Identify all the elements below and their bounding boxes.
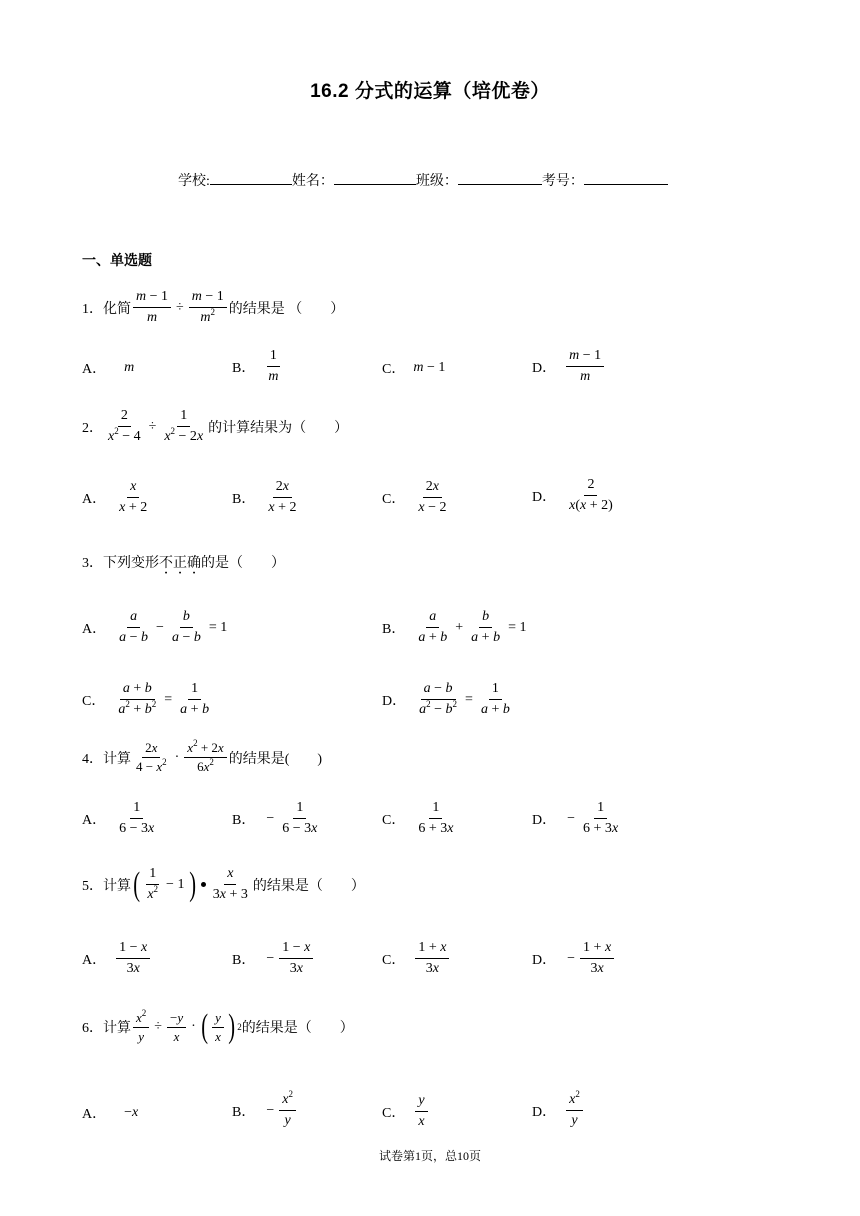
- question-text: 计算: [103, 751, 131, 767]
- section-heading: 一、单选题: [82, 252, 152, 268]
- option-c[interactable]: C． 1 + x 3x: [382, 940, 451, 977]
- option-d[interactable]: D． 2 x(x + 2): [532, 477, 613, 513]
- math-fraction: $x^2 + 2x$ $6x^2$: [184, 741, 226, 774]
- option-b[interactable]: B． a a + b + $\frac{b}{a + b}$ = 1: [382, 609, 527, 645]
- math-fraction: $\frac{m - 1}{m}$: [133, 289, 171, 326]
- option-label: B．: [232, 360, 256, 376]
- option-label: D．: [532, 812, 557, 828]
- emphasis-char: 正 ·: [173, 552, 187, 572]
- option-b[interactable]: B． − $\frac{x^2}{y}$: [232, 1092, 298, 1129]
- question-4: 4． 计算 2x $4 - x^2$ · $x^2 + 2x$ $6x^2$ 的结果是( ): [82, 738, 323, 774]
- option-label: B．: [382, 621, 406, 637]
- option-d[interactable]: D． − $\frac{1}{6 + 3x}$: [532, 800, 619, 836]
- school-field[interactable]: [210, 171, 292, 185]
- exam-number-field[interactable]: [584, 171, 668, 185]
- question-text: 下列变形: [103, 556, 159, 571]
- option-d[interactable]: D． − $\frac{1 + x}{3x}$: [532, 940, 616, 977]
- question-text: 的结果是( ): [228, 751, 323, 767]
- option-label: D．: [532, 1104, 557, 1120]
- option-c[interactable]: C． y x: [382, 1093, 430, 1130]
- option-a[interactable]: A． 1 6 − 3x: [82, 800, 155, 836]
- question-1: 1． 化简 $\frac{m - 1}{m}$ ÷ $\frac{m - 1}{m^2}$ 的结果是 （ ）: [82, 289, 345, 325]
- option-d[interactable]: D． $x^2$ y: [532, 1092, 585, 1129]
- option-b[interactable]: B． − $\frac{1 - x}{3x}$: [232, 940, 315, 977]
- option-d[interactable]: D． $\frac{a - b}{a^2 - b^2}$ = $\frac{1}{a + b}$: [382, 681, 510, 717]
- question-number: 1．: [82, 301, 103, 317]
- math-fraction: $\frac{2}{x^2 - 4}$: [108, 408, 141, 444]
- option-c[interactable]: C． $\frac{a + b}{a^2 + b^2}$ = $\frac{1}{a + b}$: [82, 681, 210, 717]
- option-c[interactable]: C． m − 1: [382, 360, 446, 377]
- question-5: 5． 计算 ( 1 $x^2$ − 1 ) x 3x + 3 的结果是（ ）: [82, 865, 365, 903]
- question-3: [82, 552, 285, 572]
- emphasis-char: 确 ·: [187, 552, 201, 572]
- math-fraction: $\frac{-y}{x}$: [167, 1011, 186, 1044]
- student-info-line: [178, 170, 668, 190]
- question-number: 6．: [82, 1021, 103, 1036]
- option-b[interactable]: B． 2x x + 2: [232, 479, 297, 515]
- page-title: 16.2 分式的运算（培优卷）: [310, 81, 550, 102]
- option-label: C．: [382, 1105, 406, 1121]
- option-label: C．: [382, 491, 406, 507]
- question-text: 的结果是（ ）: [252, 878, 365, 894]
- option-a[interactable]: A． −x: [82, 1105, 139, 1122]
- option-label: C．: [382, 362, 406, 377]
- option-label: B．: [232, 952, 256, 968]
- option-a[interactable]: A． m: [82, 360, 135, 377]
- question-number: 5．: [82, 878, 103, 894]
- question-text: 的结果是（ ）: [241, 1021, 354, 1036]
- page-footer: 试卷第1页，总10页: [378, 1149, 481, 1163]
- question-number: 4．: [82, 751, 103, 767]
- math-fraction: y x: [212, 1011, 224, 1044]
- math-fraction: x 3x + 3: [212, 866, 248, 902]
- math-fraction: 2x $4 - x^2$: [136, 740, 167, 774]
- question-text: 的计算结果为（ ）: [208, 420, 349, 436]
- option-a[interactable]: A． x x + 2: [82, 479, 148, 515]
- option-a[interactable]: A． a a − b − $\frac{b}{a - b}$ = 1: [82, 609, 228, 645]
- question-2: 2． $\frac{2}{x^2 - 4}$ ÷ $\frac{1}{x^2 - 2x}$ 的计算结果为（ ）: [82, 408, 349, 444]
- option-label: B．: [232, 491, 256, 507]
- option-label: C．: [382, 952, 406, 968]
- option-label: B．: [232, 812, 256, 828]
- question-text: 化简: [103, 301, 131, 317]
- option-c[interactable]: C． 1 6 + 3x: [382, 800, 454, 836]
- option-label: C．: [382, 812, 406, 828]
- option-label: A．: [82, 491, 107, 507]
- option-c[interactable]: C． 2x x − 2: [382, 479, 447, 515]
- option-label: B．: [232, 1104, 256, 1120]
- option-a[interactable]: A． 1 − x 3x: [82, 940, 152, 977]
- math-fraction: $\frac{x^2}{y}$: [133, 1011, 149, 1044]
- option-label: D．: [382, 693, 407, 709]
- question-text: 的结果是 （ ）: [228, 301, 345, 317]
- math-fraction: 1 $x^2$: [147, 866, 159, 902]
- school-label: 学校:: [178, 174, 210, 189]
- math-fraction: $\frac{1}{x^2 - 2x}$: [164, 408, 204, 444]
- question-text: 的是（ ）: [201, 556, 285, 571]
- option-b[interactable]: B． 1 m: [232, 348, 279, 384]
- name-label: 姓名：: [291, 174, 334, 189]
- class-label: 班级：: [415, 174, 458, 189]
- option-label: A．: [82, 952, 107, 968]
- option-label: C．: [82, 693, 106, 709]
- exam-number-label: 考号：: [541, 174, 584, 189]
- question-text: 计算: [103, 878, 131, 894]
- option-label: A．: [82, 1107, 107, 1122]
- option-label: D．: [532, 952, 557, 968]
- option-label: D．: [532, 360, 557, 376]
- question-6: 6． 计算 $\frac{x^2}{y}$ ÷ $\frac{-y}{x}$ · ( y x ) 2 的结果是（ ）: [82, 1007, 354, 1045]
- question-number: 2．: [82, 420, 103, 436]
- name-field[interactable]: [334, 171, 416, 185]
- question-number: 3．: [82, 556, 103, 571]
- option-b[interactable]: B． − $\frac{1}{6 - 3x}$: [232, 800, 318, 836]
- multiply-dot: [201, 882, 206, 887]
- class-field[interactable]: [458, 171, 542, 185]
- option-label: A．: [82, 812, 107, 828]
- question-text: 计算: [103, 1021, 131, 1036]
- option-label: A．: [82, 621, 107, 637]
- emphasis-char: 不 ·: [159, 552, 173, 572]
- option-d[interactable]: D． m − 1 m: [532, 348, 606, 385]
- math-fraction: $\frac{m - 1}{m^2}$: [189, 289, 227, 326]
- option-label: A．: [82, 362, 107, 377]
- option-label: D．: [532, 489, 557, 505]
